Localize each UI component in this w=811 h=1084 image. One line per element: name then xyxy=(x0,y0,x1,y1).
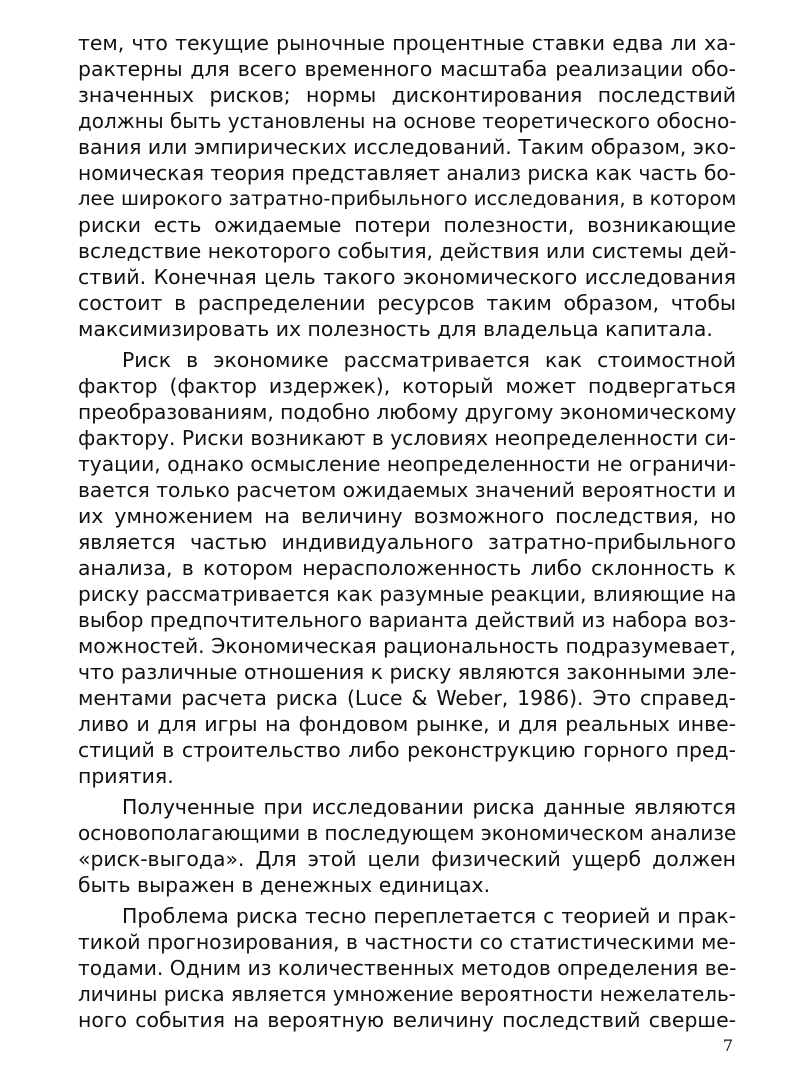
text-line: вания или эмпирических исследований. Таким образом, эко- xyxy=(78,135,737,159)
paragraph-2 xyxy=(78,347,736,789)
text-line: преобразованиям, подобно любому другому экономическому xyxy=(78,400,737,424)
text-line: является частью индивидуального затратно-прибыльного xyxy=(78,530,736,554)
text-line: значенных рисков; нормы дисконтирования последствий xyxy=(78,83,736,107)
text-line: выбор предпочтительного варианта действий из набора воз- xyxy=(78,608,736,632)
body-text xyxy=(78,30,736,1033)
text-line: тикой прогнозирования, в частности со статистическими ме- xyxy=(78,930,736,954)
text-line: максимизировать их полезность для владельца капитала. xyxy=(78,317,713,341)
text-line: фактор (фактор издержек), который может подвергаться xyxy=(78,374,736,398)
text-line: их умножением на величину возможного последствия, но xyxy=(78,504,736,528)
text-line: риску рассматривается как разумные реакции, влияющие на xyxy=(78,582,737,606)
text-line: основополагающими в последующем экономическом анализе xyxy=(78,821,737,845)
text-line: должны быть установлены на основе теоретического обосно- xyxy=(78,109,737,133)
text-line: Проблема риска тесно переплетается с теорией и прак- xyxy=(122,904,736,928)
text-line: Полученные при исследовании риска данные являются xyxy=(122,795,736,819)
text-line: вследствие некоторого события, действия или системы дей- xyxy=(78,239,737,263)
paragraph-4 xyxy=(78,903,736,1033)
paragraph-1 xyxy=(78,30,736,342)
text-line: ного события на вероятную величину последствий сверше- xyxy=(78,1008,736,1032)
text-line: вается только расчетом ожидаемых значений вероятности и xyxy=(78,478,736,502)
text-line: лее широкого затратно-прибыльного исследования, в котором xyxy=(78,187,737,210)
text-line: анализа, в котором нерасположенность либо склонность к xyxy=(78,556,736,580)
text-line: можностей. Экономическая рациональность подразумевает, xyxy=(78,634,736,658)
text-line: что различные отношения к риску являются законными эле- xyxy=(78,660,737,684)
text-line: риски есть ожидаемые потери полезности, возникающие xyxy=(78,213,736,237)
text-line: тем, что текущие рыночные процентные ставки едва ли ха- xyxy=(78,31,736,55)
text-line: рактерны для всего временного масштаба реализации обо- xyxy=(78,57,736,81)
text-line: номическая теория представляет анализ риска как часть бо- xyxy=(78,161,737,185)
text-line: тодами. Одним из количественных методов определения ве- xyxy=(78,956,737,980)
text-line: фактору. Риски возникают в условиях неопределенности си- xyxy=(78,426,737,450)
paragraph-3 xyxy=(78,794,736,898)
text-line: быть выражен в денежных единицах. xyxy=(78,873,491,897)
text-line: «риск-выгода». Для этой цели физический ущерб должен xyxy=(78,847,736,871)
text-line: стиций в строительство либо реконструкцию горного пред- xyxy=(78,738,736,762)
text-line: туации, однако осмысление неопределенности не ограничи- xyxy=(78,452,736,476)
text-line: ливо и для игры на фондовом рынке, и для реальных инве- xyxy=(78,712,736,736)
page-number: 7 xyxy=(722,1036,733,1055)
text-line: личины риска является умножение вероятности нежелатель- xyxy=(78,982,736,1006)
text-line: ментами расчета риска (Luce & Weber, 1986). Это справед- xyxy=(78,686,736,710)
text-line: состоит в распределении ресурсов таким образом, чтобы xyxy=(78,291,736,315)
text-line: Риск в экономике рассматривается как стоимостной xyxy=(122,348,736,372)
text-line: ствий. Конечная цель такого экономического исследования xyxy=(78,265,736,289)
text-line: приятия. xyxy=(78,764,174,788)
